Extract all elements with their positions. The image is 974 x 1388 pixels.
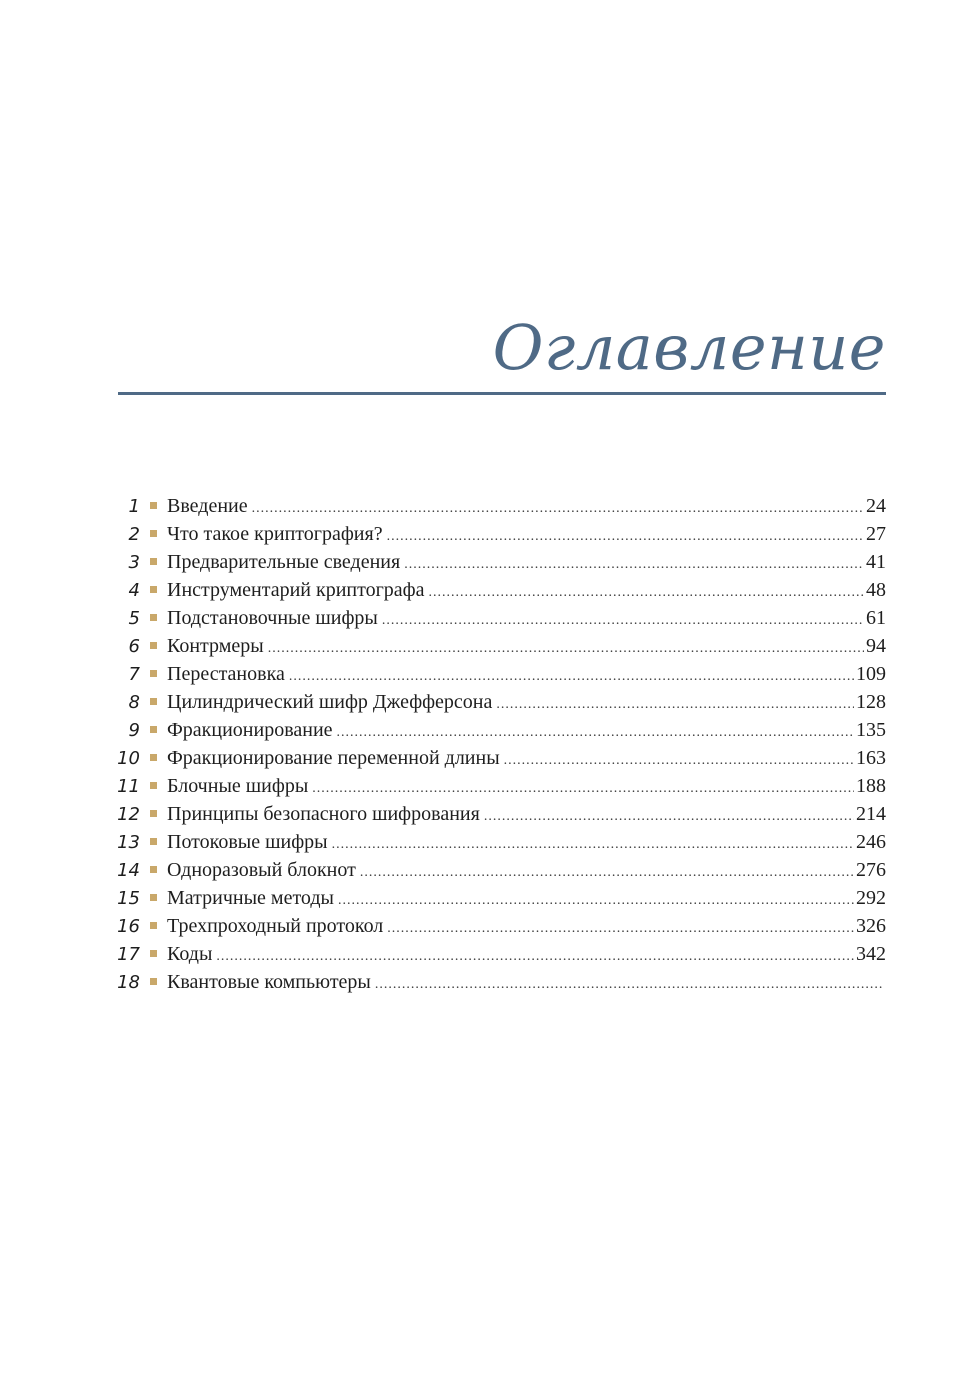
chapter-title: Трехпроходный протокол bbox=[167, 915, 384, 937]
chapter-number: 16 bbox=[117, 916, 140, 937]
chapter-number: 18 bbox=[117, 972, 140, 993]
dot-leader bbox=[496, 691, 854, 719]
dot-leader bbox=[375, 971, 884, 999]
page-number: 41 bbox=[866, 551, 886, 573]
chapter-number: 17 bbox=[117, 944, 140, 965]
chapter-title: Коды bbox=[167, 943, 213, 965]
page-number: 48 bbox=[866, 579, 886, 601]
chapter-number: 6 bbox=[128, 636, 140, 657]
dot-leader bbox=[382, 607, 864, 635]
toc-entry-17[interactable] bbox=[110, 940, 886, 968]
page-number: 246 bbox=[856, 831, 886, 853]
bullet-square-icon bbox=[150, 978, 157, 985]
toc-entry-10[interactable] bbox=[110, 744, 886, 772]
page-number: 24 bbox=[866, 495, 886, 517]
toc-entry-9[interactable] bbox=[110, 716, 886, 744]
chapter-number: 7 bbox=[128, 664, 140, 685]
chapter-number: 9 bbox=[128, 720, 140, 741]
page-number: 276 bbox=[856, 859, 886, 881]
chapter-number: 3 bbox=[128, 552, 140, 573]
bullet-square-icon bbox=[150, 586, 157, 593]
bullet-square-icon bbox=[150, 670, 157, 677]
page-number: 109 bbox=[856, 663, 886, 685]
toc-entry-18[interactable] bbox=[110, 968, 886, 996]
dot-leader bbox=[252, 495, 864, 523]
toc-entry-11[interactable] bbox=[110, 772, 886, 800]
bullet-square-icon bbox=[150, 558, 157, 565]
page-title: Оглавление bbox=[492, 311, 886, 384]
chapter-title: Что такое криптография? bbox=[167, 523, 383, 545]
chapter-title: Матричные методы bbox=[167, 887, 334, 909]
table-of-contents bbox=[110, 492, 886, 996]
dot-leader bbox=[268, 635, 864, 663]
bullet-square-icon bbox=[150, 754, 157, 761]
chapter-title: Контрмеры bbox=[167, 635, 264, 657]
chapter-title: Квантовые компьютеры bbox=[167, 971, 371, 993]
page-number: 135 bbox=[856, 719, 886, 741]
bullet-square-icon bbox=[150, 894, 157, 901]
bullet-square-icon bbox=[150, 698, 157, 705]
chapter-number: 8 bbox=[128, 692, 140, 713]
chapter-number: 14 bbox=[117, 860, 140, 881]
dot-leader bbox=[387, 915, 854, 943]
title-divider bbox=[118, 392, 886, 395]
dot-leader bbox=[337, 719, 854, 747]
chapter-number: 5 bbox=[128, 608, 140, 629]
chapter-number: 10 bbox=[117, 748, 140, 769]
page-number: 94 bbox=[866, 635, 886, 657]
chapter-number: 15 bbox=[117, 888, 140, 909]
bullet-square-icon bbox=[150, 502, 157, 509]
chapter-title: Блочные шифры bbox=[167, 775, 309, 797]
toc-entry-12[interactable] bbox=[110, 800, 886, 828]
bullet-square-icon bbox=[150, 810, 157, 817]
chapter-title: Введение bbox=[167, 495, 248, 517]
toc-entry-5[interactable] bbox=[110, 604, 886, 632]
chapter-title: Одноразовый блокнот bbox=[167, 859, 356, 881]
chapter-title: Принципы безопасного шифрования bbox=[167, 803, 480, 825]
toc-entry-1[interactable] bbox=[110, 492, 886, 520]
page-number: 188 bbox=[856, 775, 886, 797]
toc-entry-7[interactable] bbox=[110, 660, 886, 688]
bullet-square-icon bbox=[150, 726, 157, 733]
page-number: 292 bbox=[856, 887, 886, 909]
chapter-title: Инструментарий криптографа bbox=[167, 579, 425, 601]
dot-leader bbox=[360, 859, 854, 887]
page-number: 214 bbox=[856, 803, 886, 825]
chapter-number: 11 bbox=[117, 776, 140, 797]
chapter-number: 2 bbox=[128, 524, 140, 545]
chapter-number: 1 bbox=[128, 496, 140, 517]
chapter-number: 12 bbox=[117, 804, 140, 825]
dot-leader bbox=[289, 663, 854, 691]
page-number: 326 bbox=[856, 915, 886, 937]
toc-entry-15[interactable] bbox=[110, 884, 886, 912]
chapter-number: 4 bbox=[128, 580, 140, 601]
toc-entry-13[interactable] bbox=[110, 828, 886, 856]
bullet-square-icon bbox=[150, 530, 157, 537]
page-number: 61 bbox=[866, 607, 886, 629]
dot-leader bbox=[404, 551, 864, 579]
dot-leader bbox=[484, 803, 854, 831]
bullet-square-icon bbox=[150, 950, 157, 957]
dot-leader bbox=[332, 831, 854, 859]
toc-entry-6[interactable] bbox=[110, 632, 886, 660]
bullet-square-icon bbox=[150, 614, 157, 621]
dot-leader bbox=[312, 775, 854, 803]
toc-entry-14[interactable] bbox=[110, 856, 886, 884]
bullet-square-icon bbox=[150, 922, 157, 929]
page-number: 163 bbox=[856, 747, 886, 769]
dot-leader bbox=[338, 887, 854, 915]
toc-entry-4[interactable] bbox=[110, 576, 886, 604]
toc-entry-3[interactable] bbox=[110, 548, 886, 576]
dot-leader bbox=[216, 943, 854, 971]
toc-entry-2[interactable] bbox=[110, 520, 886, 548]
chapter-title: Фракционирование переменной длины bbox=[167, 747, 500, 769]
dot-leader bbox=[387, 523, 864, 551]
dot-leader bbox=[504, 747, 854, 775]
chapter-title: Потоковые шифры bbox=[167, 831, 328, 853]
bullet-square-icon bbox=[150, 782, 157, 789]
dot-leader bbox=[429, 579, 865, 607]
bullet-square-icon bbox=[150, 866, 157, 873]
chapter-title: Перестановка bbox=[167, 663, 285, 685]
bullet-square-icon bbox=[150, 642, 157, 649]
page-number: 128 bbox=[856, 691, 886, 713]
bullet-square-icon bbox=[150, 838, 157, 845]
toc-entry-16[interactable] bbox=[110, 912, 886, 940]
page-number: 342 bbox=[856, 943, 886, 965]
chapter-number: 13 bbox=[117, 832, 140, 853]
chapter-title: Цилиндрический шифр Джефферсона bbox=[167, 691, 493, 713]
chapter-title: Фракционирование bbox=[167, 719, 333, 741]
toc-entry-8[interactable] bbox=[110, 688, 886, 716]
page-number: 27 bbox=[866, 523, 886, 545]
chapter-title: Предварительные сведения bbox=[167, 551, 401, 573]
chapter-title: Подстановочные шифры bbox=[167, 607, 378, 629]
